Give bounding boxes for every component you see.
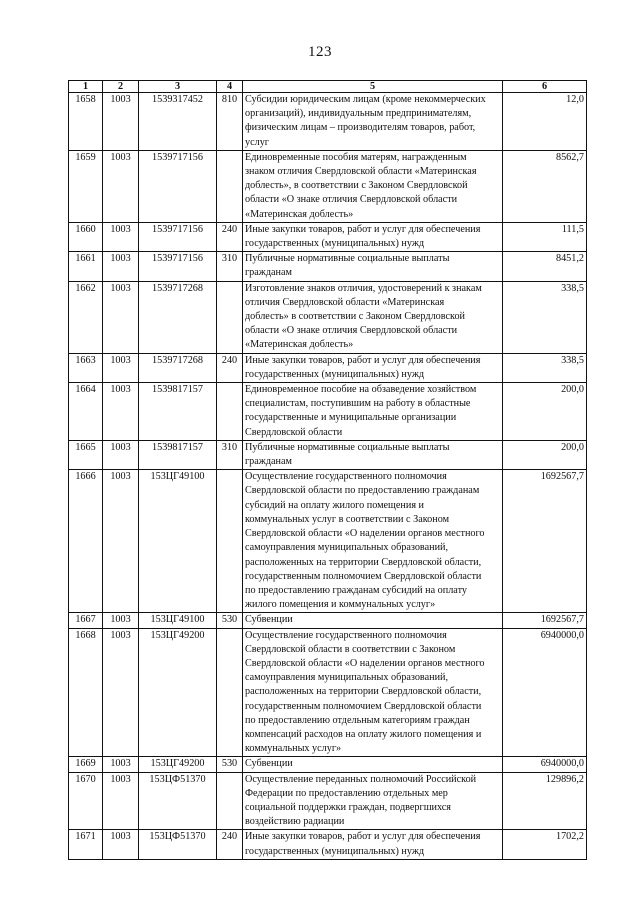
row-expense-type [217, 628, 243, 757]
table-row [69, 440, 587, 469]
row-section-code: 1003 [103, 613, 139, 628]
row-name-line: расположенных на территории Свердловской области, [245, 686, 482, 698]
row-name-line: Осуществление переданных полномочий Российской [245, 773, 477, 785]
row-amount: 129896,2 [503, 772, 587, 830]
row-name-line: «Материнская доблесть» [245, 208, 354, 220]
row-name-line: отличия Свердловской области «Материнская [245, 296, 445, 308]
row-name-line: коммунальных услуг в соответствии с Законом [245, 513, 450, 525]
row-section-code: 1003 [103, 281, 139, 353]
row-name [243, 440, 503, 469]
row-target-code: 1539317452 [139, 93, 217, 151]
row-name-line: Единовременные пособия матерям, награжденным [245, 151, 467, 163]
header-row [69, 81, 587, 93]
row-name-line: Изготовление знаков отличия, удостоверений к знакам [245, 282, 482, 294]
row-number: 1665 [69, 440, 103, 469]
row-name-line: услуг [245, 136, 269, 148]
row-amount: 1692567,7 [503, 470, 587, 613]
row-target-code: 153ЦФ51370 [139, 830, 217, 859]
row-name [243, 353, 503, 382]
row-amount: 1702,2 [503, 830, 587, 859]
row-name-line: Свердловской области «О наделении органов местного [245, 528, 485, 540]
row-expense-type [217, 772, 243, 830]
row-name-line: специалистам, поступившим на работу в областные [245, 398, 471, 410]
row-name-line: доблесть», в соответствии с Законом Свердловской [245, 180, 468, 192]
row-name [243, 772, 503, 830]
row-target-code: 153ЦГ49100 [139, 470, 217, 613]
row-target-code: 153ЦГ49200 [139, 757, 217, 772]
row-section-code: 1003 [103, 440, 139, 469]
row-amount: 200,0 [503, 440, 587, 469]
row-section-code: 1003 [103, 252, 139, 281]
row-name-line: доблесть» в соответствии с Законом Свердловской [245, 311, 465, 323]
row-amount: 6940000,0 [503, 757, 587, 772]
table-row [69, 222, 587, 251]
row-name-line: физическим лицам – производителям товаров, работ, [245, 122, 476, 134]
page-number: 123 [308, 44, 332, 60]
table-row [69, 772, 587, 830]
row-target-code: 153ЦГ49200 [139, 628, 217, 757]
row-amount: 12,0 [503, 93, 587, 151]
row-name-line: Субсидии юридическим лицам (кроме некоммерческих [245, 94, 486, 105]
row-name-line: знаком отличия Свердловской области «Материнская [245, 166, 477, 178]
row-name-line: социальной поддержки граждан, подвергшихся [245, 801, 451, 813]
row-target-code: 1539717156 [139, 252, 217, 281]
row-name-line: Публичные нормативные социальные выплаты [245, 441, 450, 453]
table-row [69, 613, 587, 628]
row-target-code: 153ЦФ51370 [139, 772, 217, 830]
row-name-line: Единовременное пособие на обзаведение хозяйством [245, 384, 477, 396]
row-name-line: самоуправления муниципальных образований, [245, 542, 449, 554]
row-number: 1663 [69, 353, 103, 382]
row-name-line: по предоставлению гражданам субсидий на оплату [245, 584, 467, 596]
table-row [69, 383, 587, 441]
row-name [243, 150, 503, 222]
row-expense-type: 530 [217, 757, 243, 772]
row-number: 1671 [69, 830, 103, 859]
row-section-code: 1003 [103, 830, 139, 859]
row-amount: 338,5 [503, 281, 587, 353]
row-target-code: 1539717156 [139, 222, 217, 251]
row-target-code: 1539817157 [139, 440, 217, 469]
row-name [243, 281, 503, 353]
row-amount: 8451,2 [503, 252, 587, 281]
row-name-line: субсидий на оплату жилого помещения и [245, 499, 425, 511]
row-amount: 111,5 [503, 222, 587, 251]
row-section-code: 1003 [103, 628, 139, 757]
row-amount: 338,5 [503, 353, 587, 382]
row-amount: 6940000,0 [503, 628, 587, 757]
row-name-line: гражданам [245, 456, 292, 468]
row-target-code: 1539717156 [139, 150, 217, 222]
row-name-line: государственным полномочием Свердловской области [245, 570, 482, 582]
row-expense-type: 530 [217, 613, 243, 628]
row-name-line: расположенных на территории Свердловской области, [245, 556, 482, 568]
row-name-line: коммунальных услуг» [245, 743, 342, 755]
header-col-4: 4 [217, 81, 243, 93]
table-row [69, 830, 587, 859]
row-target-code: 1539717268 [139, 353, 217, 382]
row-expense-type: 310 [217, 252, 243, 281]
row-name-line: области «О знаке отличия Свердловской области [245, 325, 458, 337]
budget-table [68, 80, 587, 860]
row-number: 1660 [69, 222, 103, 251]
row-name-line: Иные закупки товаров, работ и услуг для обеспечения [245, 831, 481, 843]
row-number: 1670 [69, 772, 103, 830]
row-name-line: государственных (муниципальных) нужд [245, 845, 425, 857]
row-name-line: Иные закупки товаров, работ и услуг для обеспечения [245, 354, 481, 366]
table-row [69, 353, 587, 382]
row-number: 1658 [69, 93, 103, 151]
row-name-line: государственные и муниципальные организации [245, 412, 457, 424]
header-col-3: 3 [139, 81, 217, 93]
row-name-line: Свердловской области «О наделении органов местного [245, 657, 485, 669]
row-name-line: по предоставлению отдельным категориям граждан [245, 714, 470, 726]
row-expense-type: 240 [217, 830, 243, 859]
row-expense-type [217, 470, 243, 613]
row-name-line: Осуществление государственного полномочия [245, 471, 447, 483]
row-name-line: самоуправления муниципальных образований, [245, 672, 449, 684]
row-number: 1664 [69, 383, 103, 441]
row-name-line: Публичные нормативные социальные выплаты [245, 253, 450, 265]
row-number: 1659 [69, 150, 103, 222]
row-name-line: «Материнская доблесть» [245, 339, 354, 351]
row-target-code: 1539817157 [139, 383, 217, 441]
row-amount: 200,0 [503, 383, 587, 441]
row-section-code: 1003 [103, 383, 139, 441]
row-section-code: 1003 [103, 222, 139, 251]
row-amount: 1692567,7 [503, 613, 587, 628]
row-name-line: Свердловской области в соответствии с Законом [245, 643, 456, 655]
table-row [69, 93, 587, 151]
row-name-line: воздействию радиации [245, 816, 345, 828]
row-number: 1669 [69, 757, 103, 772]
row-target-code: 1539717268 [139, 281, 217, 353]
row-name-line: компенсаций расходов на оплату жилого помещения и [245, 728, 482, 740]
table-row [69, 470, 587, 613]
row-name-line: государственных (муниципальных) нужд [245, 238, 425, 250]
row-number: 1662 [69, 281, 103, 353]
row-name [243, 252, 503, 281]
row-name-line: Иные закупки товаров, работ и услуг для обеспечения [245, 223, 481, 235]
row-name-line: гражданам [245, 267, 292, 279]
row-section-code: 1003 [103, 353, 139, 382]
row-name-line: Свердловской области по предоставлению гражданам [245, 485, 480, 497]
table-row [69, 281, 587, 353]
table-row [69, 150, 587, 222]
row-name [243, 93, 503, 151]
row-name-line: Субвенции [245, 758, 293, 770]
row-expense-type [217, 281, 243, 353]
header-col-5: 5 [243, 81, 503, 93]
row-name [243, 757, 503, 772]
table-row [69, 628, 587, 757]
row-number: 1668 [69, 628, 103, 757]
table-row [69, 252, 587, 281]
row-expense-type: 810 [217, 93, 243, 151]
header-col-1: 1 [69, 81, 103, 93]
row-expense-type [217, 383, 243, 441]
row-name-line: государственных (муниципальных) нужд [245, 368, 425, 380]
row-expense-type: 240 [217, 353, 243, 382]
row-name-line: Осуществление государственного полномочия [245, 629, 447, 641]
row-name [243, 830, 503, 859]
row-name [243, 383, 503, 441]
row-number: 1667 [69, 613, 103, 628]
header-col-6: 6 [503, 81, 587, 93]
row-name-line: Федерации по предоставлению отдельных мер [245, 787, 448, 799]
header-col-2: 2 [103, 81, 139, 93]
row-name [243, 628, 503, 757]
row-name [243, 222, 503, 251]
row-amount: 8562,7 [503, 150, 587, 222]
row-expense-type [217, 150, 243, 222]
row-expense-type: 240 [217, 222, 243, 251]
row-target-code: 153ЦГ49100 [139, 613, 217, 628]
row-number: 1666 [69, 470, 103, 613]
row-section-code: 1003 [103, 757, 139, 772]
row-section-code: 1003 [103, 470, 139, 613]
row-name-line: Свердловской области [245, 426, 343, 438]
row-name-line: жилого помещения и коммунальных услуг» [245, 599, 436, 611]
row-section-code: 1003 [103, 150, 139, 222]
row-name-line: государственным полномочием Свердловской области [245, 700, 482, 712]
row-name-line: Субвенции [245, 614, 293, 626]
row-number: 1661 [69, 252, 103, 281]
row-name-line: организаций), индивидуальным предпринимателям, [245, 108, 472, 120]
row-section-code: 1003 [103, 93, 139, 151]
row-name [243, 613, 503, 628]
table-row [69, 757, 587, 772]
row-name-line: области «О знаке отличия Свердловской области [245, 194, 458, 206]
row-expense-type: 310 [217, 440, 243, 469]
row-name [243, 470, 503, 613]
row-section-code: 1003 [103, 772, 139, 830]
